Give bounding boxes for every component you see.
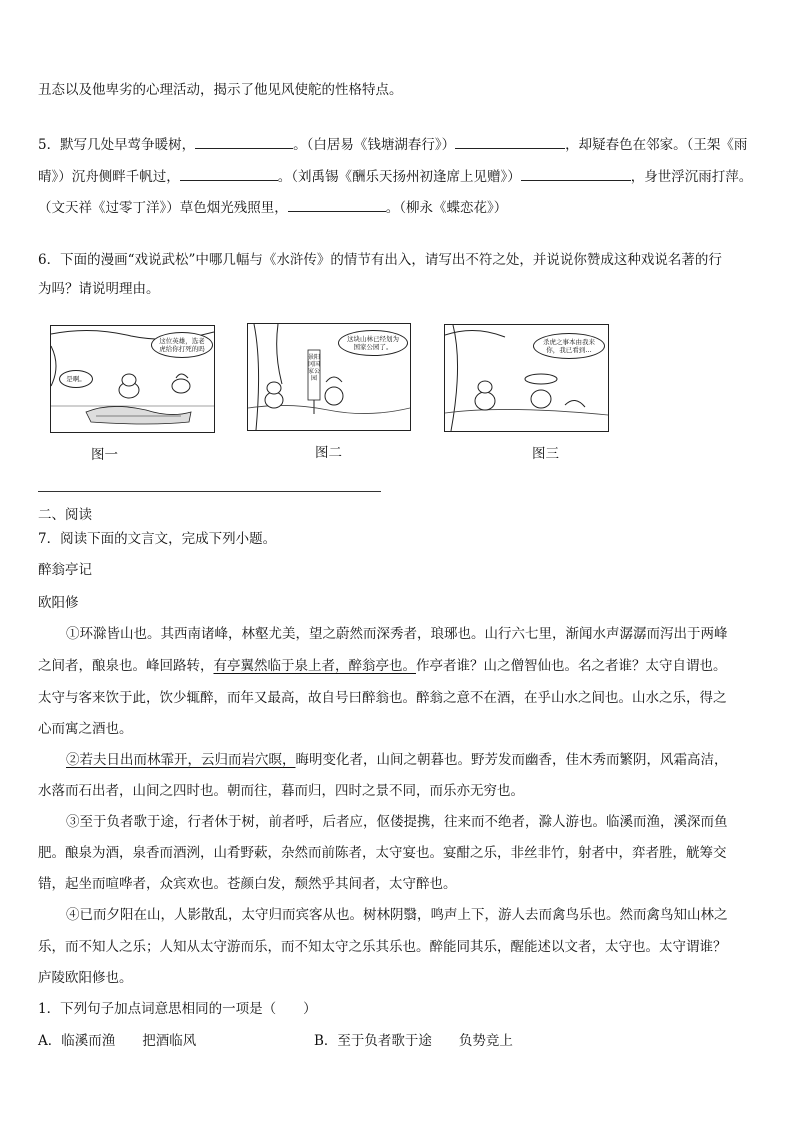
comic-caption-2: 图二: [315, 445, 342, 461]
text: ，身世浮沉雨打萍。: [630, 169, 753, 185]
answer-blank[interactable]: [180, 166, 278, 181]
comic-caption-3: 图三: [532, 446, 559, 462]
text: 晴》）沉舟侧畔千帆过，: [38, 169, 180, 185]
text: 晦明变化者，山间之朝暮也。野芳发而幽香，佳木秀而繁阴，风霜高洁，: [295, 752, 728, 768]
comic-caption-1: 图一: [91, 447, 118, 463]
comic-panel-3: [444, 324, 609, 432]
text: ，却疑春色在邻家。（王架《雨: [565, 137, 748, 153]
paragraph-line: 肥。酿泉为酒，泉香而酒洌，山肴野蔌，杂然而前陈者，太守宴也。宴酣之乐，非丝非竹，射者中，弈者胜，觥筹交: [38, 845, 727, 861]
comic-panel-2: [247, 323, 411, 431]
speech-bubble: 杀虎之事本由我来你，我已看到…: [533, 333, 605, 359]
speech-bubble: 是啊。: [59, 370, 93, 388]
paragraph-line: [38, 656, 764, 676]
question-7: 7．阅读下面的文言文，完成下列小题。: [38, 531, 277, 547]
underlined-sentence: 有亭翼然临于泉上者，醉翁亭也。: [213, 658, 416, 674]
passage-author: 欧阳修: [38, 595, 79, 611]
paragraph-line: 心而寓之酒也。: [38, 721, 133, 737]
text-line: 丑态以及他卑劣的心理活动，揭示了他见风使舵的性格特点。: [38, 82, 403, 98]
text: （文天祥《过零丁洋》）草色烟光残照里，: [38, 200, 288, 216]
text: 5．默写几处早莺争暖树，: [38, 137, 196, 153]
comic-panel-1: [50, 325, 215, 433]
sub-question-1: 1．下列句子加点词意思相同的一项是（ ）: [38, 1001, 317, 1017]
paragraph-line: ③至于负者歌于途，行者休于树，前者呼，后者应，伛偻提携，往来而不绝者，滁人游也。临溪而渔，溪深而鱼: [66, 814, 728, 830]
divider: [38, 491, 381, 492]
paragraph-line: 水落而石出者，山间之四时也。朝而往，暮而归，四时之景不同，而乐亦无穷也。: [38, 783, 524, 799]
question-5-line-2: [38, 166, 764, 187]
answer-blank[interactable]: [288, 197, 386, 212]
paragraph-line: [38, 750, 764, 770]
paragraph-line: 乐，而不知人之乐；人知从太守游而乐，而不知太守之乐其乐也。醉能同其乐，醒能述以文者，太守也。太守谓谁？: [38, 939, 727, 955]
question-5-line-1: [38, 134, 764, 155]
answer-blank[interactable]: [195, 134, 293, 149]
option-a[interactable]: A．临溪而渔 把酒临风: [38, 1033, 197, 1049]
passage-title: 醉翁亭记: [38, 562, 92, 578]
question-6-line-2: 为吗？请说明理由。: [38, 281, 160, 297]
question-6-line-1: 6．下面的漫画“戏说武松”中哪几幅与《水浒传》的情节有出入，请写出不符之处，并说说你赞成这种戏说名著的行: [38, 252, 722, 268]
speech-bubble: 这位英雄，选老虎给你打死的吗: [151, 332, 213, 358]
paragraph-line: ①环滁皆山也。其西南诸峰，林壑尤美，望之蔚然而深秀者，琅琊也。山行六七里，渐闻水声潺潺而泻出于两峰: [66, 626, 728, 642]
section-heading: 二、阅读: [38, 507, 92, 523]
text: 。（刘禹锡《酬乐天扬州初逢席上见赠》）: [277, 169, 521, 185]
question-5-line-3: [38, 197, 764, 218]
text: 作亭者谁？山之僧智仙也。名之者谁？太守自谓也。: [416, 658, 727, 674]
paragraph-line: 庐陵欧阳修也。: [38, 970, 133, 986]
text: 。（柳永《蝶恋花》）: [385, 200, 508, 216]
paragraph-line: 错，起坐而喧哗者，众宾欢也。苍颜白发，颓然乎其间者，太守醉也。: [38, 876, 457, 892]
paragraph-line: ④已而夕阳在山，人影散乱，太守归而宾客从也。树林阴翳，鸣声上下，游人去而禽鸟乐也。然而禽鸟知山林之: [66, 907, 728, 923]
paragraph-line: 太守与客来饮于此，饮少辄醉，而年又最高，故自号曰醉翁也。醉翁之意不在酒，在乎山水之间也。山水之乐，得之: [38, 690, 727, 706]
speech-bubble: 这块山林已经划为国家公园了。: [338, 330, 408, 356]
underlined-sentence: ②若夫日出而林霏开，云归而岩穴暝，: [66, 752, 296, 768]
answer-blank[interactable]: [455, 134, 565, 149]
park-sign: 景阳冈国家公园: [307, 354, 320, 382]
text: 之间者，酿泉也。峰回路转，: [38, 658, 214, 674]
option-b[interactable]: B．至于负者歌于途 负势竞上: [314, 1033, 513, 1049]
answer-blank[interactable]: [521, 166, 631, 181]
text: 。（白居易《钱塘湖春行》）: [293, 137, 456, 153]
